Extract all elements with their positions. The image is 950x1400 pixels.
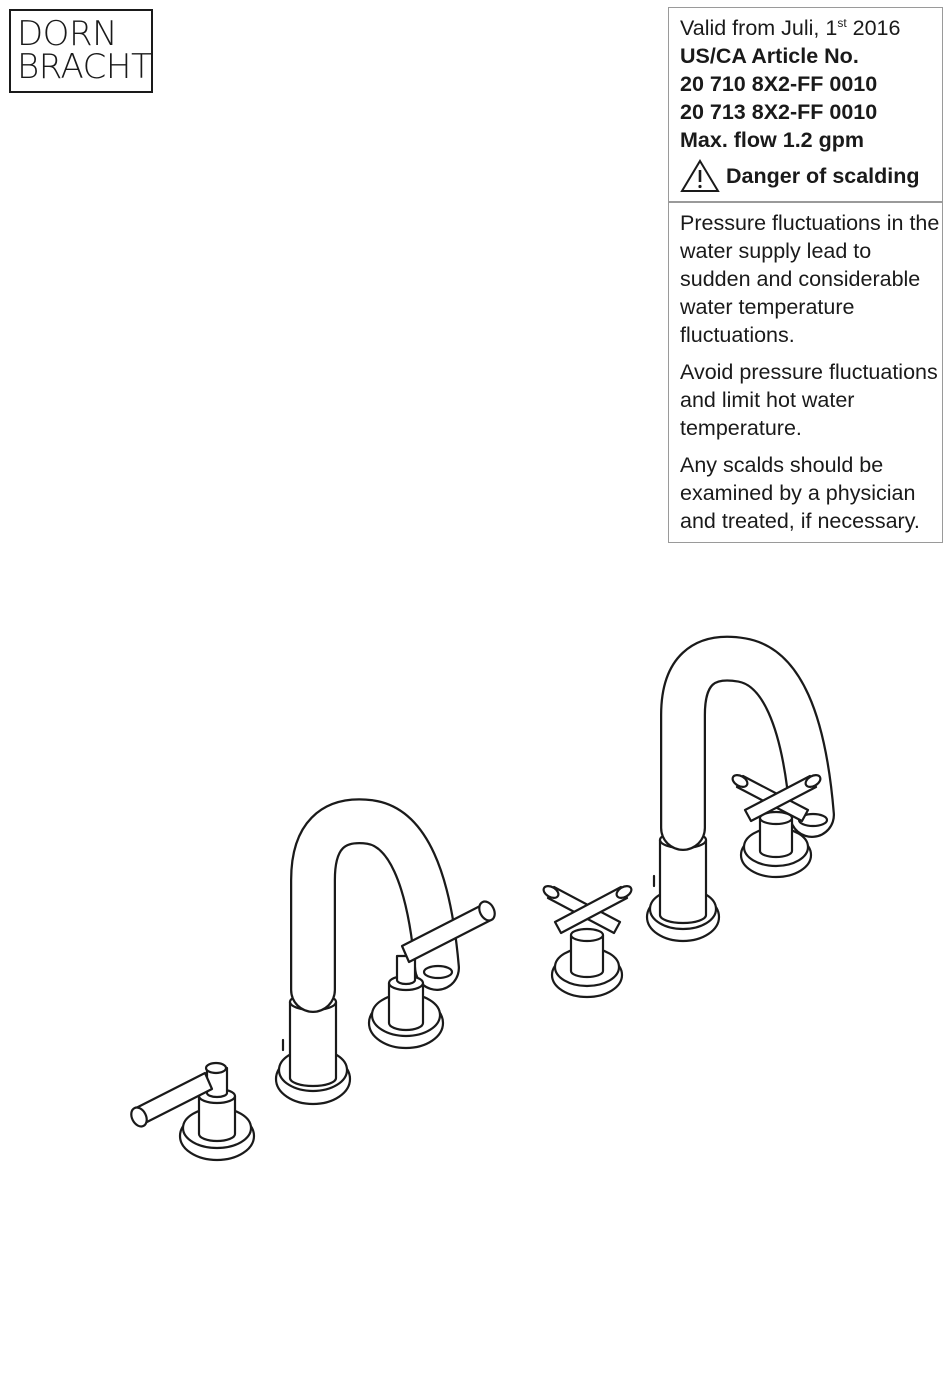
validity-date: Valid from Juli, 1st 2016 xyxy=(680,16,901,40)
spout-2 xyxy=(647,659,827,941)
logo-line-1: DORN xyxy=(17,14,117,54)
logo-line-2: BRACHT xyxy=(17,47,152,87)
left-cross-handle xyxy=(542,884,634,997)
warning-paragraph-1: Pressure fluctuations in the water supply lead to sudden and considerable water temperature fluctuations. xyxy=(680,210,940,347)
warning-title: Danger of scalding xyxy=(726,164,920,188)
spout-1 xyxy=(276,821,452,1104)
left-lever-handle xyxy=(128,1063,254,1160)
article-number-2: 20 713 8X2-FF 0010 xyxy=(680,100,878,124)
max-flow: Max. flow 1.2 gpm xyxy=(680,128,864,152)
article-number-1: 20 710 8X2-FF 0010 xyxy=(680,72,878,96)
warning-paragraph-3: Any scalds should be examined by a physician and treated, if necessary. xyxy=(680,452,920,533)
article-label: US/CA Article No. xyxy=(680,44,859,68)
warning-paragraph-2: Avoid pressure fluctuations and limit hot water temperature. xyxy=(680,359,938,440)
